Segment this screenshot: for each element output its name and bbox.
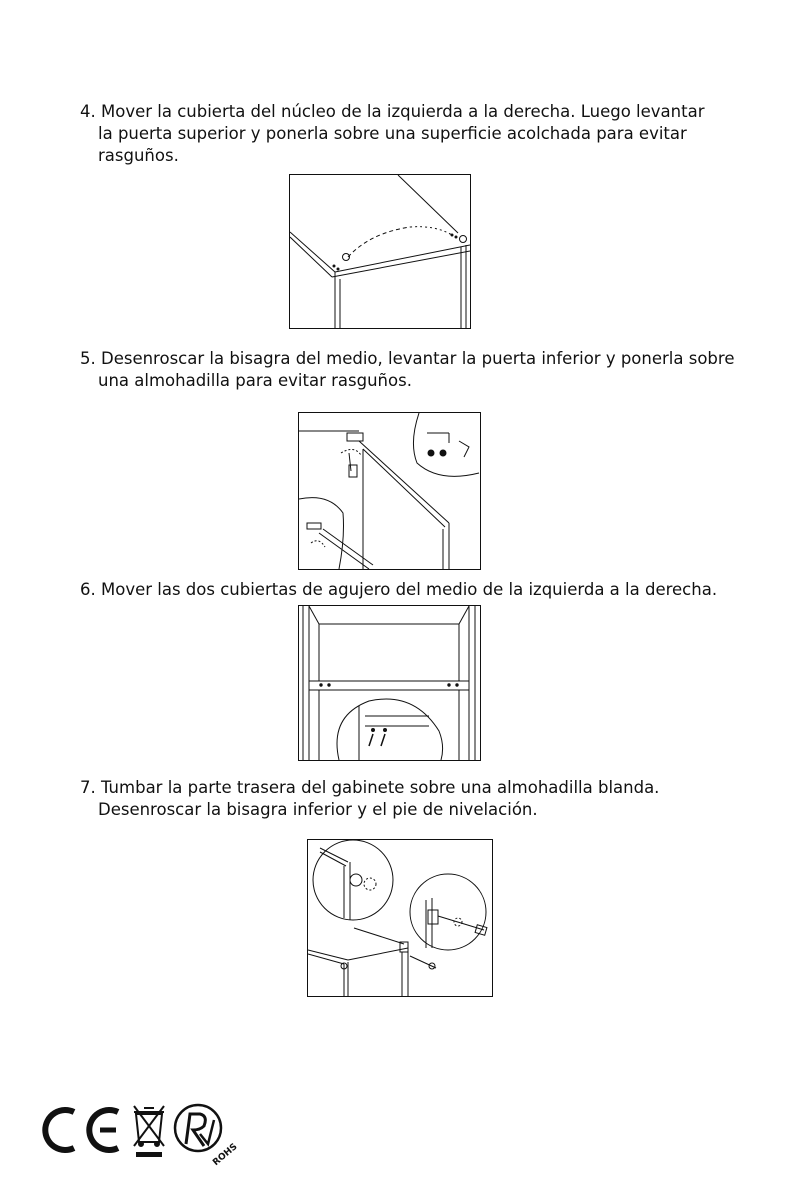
step-4-line-1: 4. Mover la cubierta del núcleo de la izquierda a la derecha. Luego levantar (80, 102, 705, 121)
step-7-illustration (307, 839, 493, 997)
step-5-illustration (298, 412, 481, 570)
step-5-line-1: 5. Desenroscar la bisagra del medio, levantar la puerta inferior y ponerla sobre (80, 349, 735, 368)
step-5-text (80, 348, 740, 392)
step-6-line-1: 6. Mover las dos cubiertas de agujero del medio de la izquierda a la derecha. (80, 580, 718, 599)
weee-bin-icon (134, 1106, 164, 1157)
step-7-line-2: Desenroscar la bisagra inferior y el pie de nivelación. (98, 800, 538, 819)
step-4-line-3: rasguños. (98, 146, 179, 165)
step-5-line-2: una almohadilla para evitar rasguños. (98, 371, 412, 390)
rohs-mark-icon (175, 1105, 240, 1168)
step-4-line-2: la puerta superior y ponerla sobre una superficie acolchada para evitar (98, 124, 687, 143)
ce-mark-icon (45, 1110, 118, 1150)
step-4-text (80, 101, 740, 167)
step-6-text (80, 579, 740, 601)
step-7-line-1: 7. Tumbar la parte trasera del gabinete sobre una almohadilla blanda. (80, 778, 660, 797)
step-4-illustration (289, 174, 471, 329)
step-6-illustration (298, 605, 481, 761)
step-7-text (80, 777, 740, 821)
rohs-label: ROHS (211, 1141, 240, 1169)
certification-logos (40, 1100, 240, 1170)
